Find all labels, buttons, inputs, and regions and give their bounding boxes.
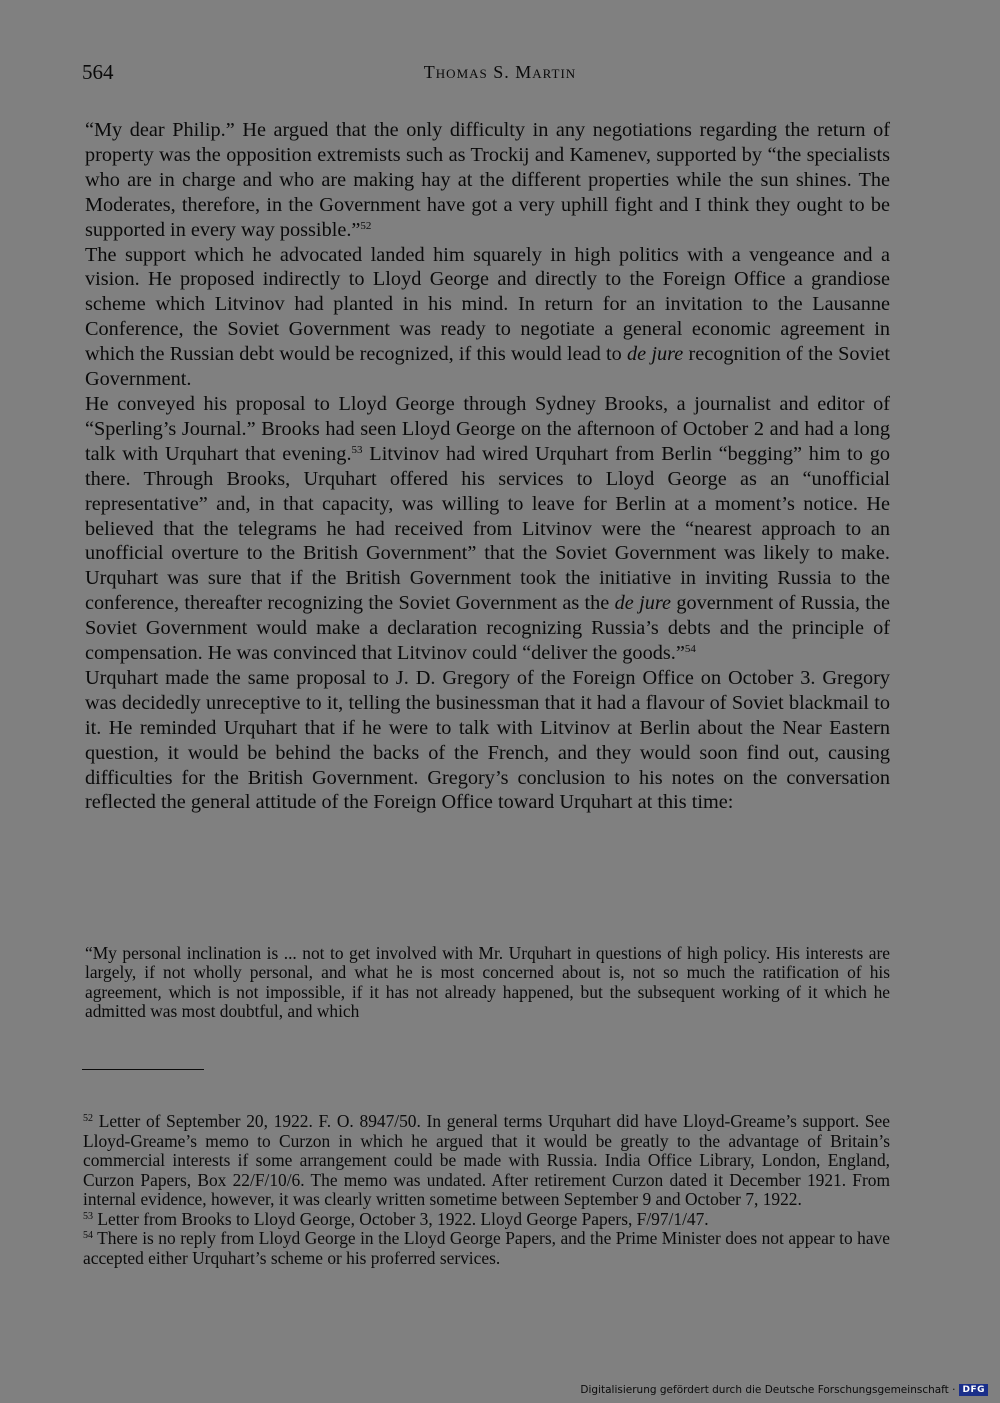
footnote-marker: 54	[684, 643, 696, 656]
dfg-logo: DFG	[959, 1384, 988, 1396]
footnote-marker: 52	[360, 219, 372, 232]
credit-text: Digitalisierung gefördert durch die Deutsche Forschungsgemeinschaft ·	[580, 1384, 956, 1396]
paragraph: Urquhart made the same proposal to J. D. Gregory of the Foreign Office on October 3. Gregory was decidedly unreceptive to it, telling the businessman that it had a flavour of Soviet blackmail to it. He reminded Urquhart that if he were to talk with Litvinov at Berlin about the Near Eastern question, it would be behind the backs of the French, and they would soon find out, causing difficulties for the British Government. Gregory’s conclusion to his notes on the conversation reflected the general attitude of the Foreign Office toward Urquhart at this time:	[85, 666, 890, 814]
paragraph: The support which he advocated landed him squarely in high politics with a vengeance and a vision. He proposed indirectly to Lloyd George and directly to the Foreign Office a grandiose scheme which Litvinov had planted in his mind. In return for an invitation to the Lausanne Conference, the Soviet Government was ready to negotiate a general economic agreement in which the Russian debt would be recognized, if this would lead to de jure recognition of the Soviet Government.	[85, 243, 890, 391]
footnote	[83, 1229, 890, 1268]
italic-term: de jure	[626, 343, 684, 366]
footnote-number: 54	[83, 1230, 93, 1241]
quote-text: “My personal inclination is ... not to get involved with Mr. Urquhart in questions of high policy. His interests are largely, if not wholly personal, and what he is most concerned about is, not so much the ratification of his agreement, which is not impossible, if it has not already happened, but the subsequent working of it which he admitted was most doubtful, and which	[85, 943, 890, 1021]
footnotes	[83, 1112, 890, 1268]
footnote-text: Letter of September 20, 1922. F. O. 8947/50. In general terms Urquhart did have Lloyd-Greame’s support. See Lloyd-Greame’s memo to Curzon in which he argued that it would be greatly to the advantage of Britain’s commercial interests if some arrangement could be made with Russia. India Office Library, London, England, Curzon Papers, Box 22/F/10/6. The memo was undated. After retirement Curzon dated it December 1921. From internal evidence, however, it was clearly written sometime between September 9 and October 7, 1922.	[83, 1111, 890, 1209]
footnote-number: 52	[83, 1113, 93, 1124]
block-quote	[85, 944, 890, 1021]
paragraph: “My dear Philip.” He argued that the only difficulty in any negotiations regarding the return of property was the opposition extremists such as Trockij and Kamenev, supported by “the specialists who are in charge and who are making hay at the different properties while the sun shines. The Moderates, therefore, in the Government have got a very uphill fight and I think they ought to be supported in every way possible.”$^{52}$	[85, 119, 890, 241]
footnote-marker: 53	[351, 443, 363, 456]
paragraph: He conveyed his proposal to Lloyd George through Sydney Brooks, a journalist and editor of “Sperling’s Journal.” Brooks had seen Lloyd George on the afternoon of October 2 and had a long talk with Urquhart that evening.$^{53}$ Litvinov had wired Urquhart from Berlin “begging” him to go there. Through Brooks, Urquhart offered his services to Lloyd George as an “unofficial representative” and, in that capacity, was willing to leave for Berlin at a moment’s notice. He believed that the telegrams he had received from Litvinov were the “nearest approach to an unofficial overture to the British Government” that the Soviet Government was likely to make. Urquhart was sure that if the British Government took the initiative in inviting Russia to the conference, thereafter recognizing the Soviet Government as the de jure government of Russia, the Soviet Government would make a declaration recognizing Russia’s debts and the principle of compensation. He was convinced that Litvinov could “deliver the goods.”$^{54}$	[85, 392, 891, 665]
footnote	[83, 1210, 890, 1230]
footnote-divider	[82, 1069, 204, 1070]
footnote-text: There is no reply from Lloyd George in the Lloyd George Papers, and the Prime Minister does not appear to have accepted either Urquhart’s scheme or his proferred services.	[83, 1228, 890, 1268]
page-number: 564	[82, 60, 114, 84]
body-text	[85, 118, 890, 815]
digitization-credit	[580, 1384, 988, 1396]
footnote-text: Letter from Brooks to Lloyd George, October 3, 1922. Lloyd George Papers, F/97/1/47.	[93, 1208, 709, 1229]
running-head: Thomas S. Martin	[423, 62, 577, 82]
footnote-number: 53	[83, 1210, 93, 1222]
footnote	[83, 1112, 890, 1210]
italic-term: de jure	[614, 592, 672, 615]
